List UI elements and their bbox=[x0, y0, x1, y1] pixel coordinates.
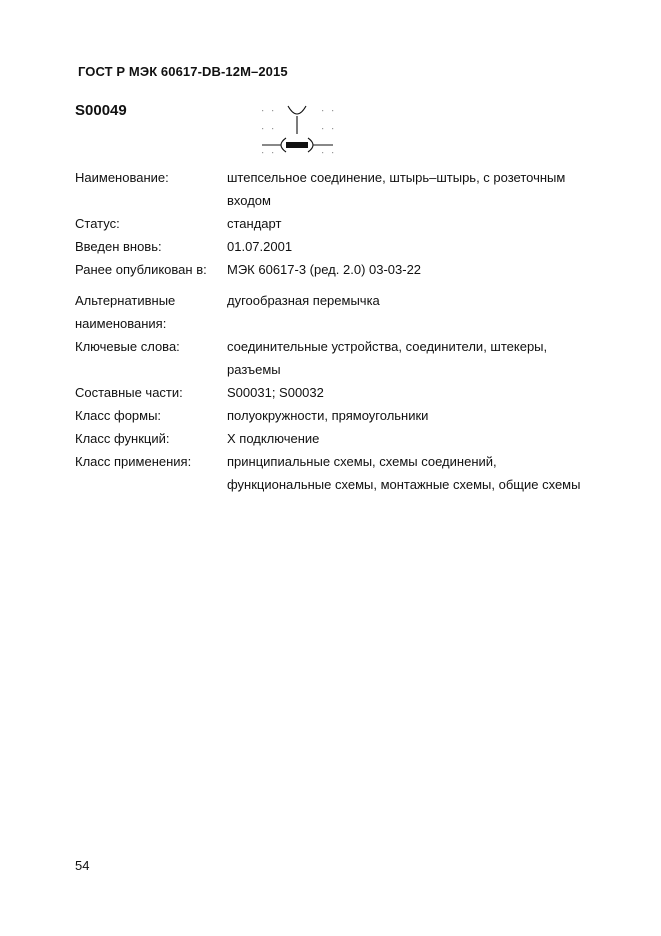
field-value: полуокружности, прямоугольники bbox=[227, 408, 429, 423]
field-label: Альтернативные наименования: bbox=[75, 293, 176, 331]
plug-pin-pin-socket-connector-icon bbox=[256, 104, 338, 162]
field-label: Наименование: bbox=[75, 170, 169, 185]
field-value: соединительные устройства, соединители, штекеры, разъемы bbox=[227, 339, 548, 377]
field-label: Статус: bbox=[75, 216, 120, 231]
field-value: принципиальные схемы, схемы соединений, функциональные схемы, монтажные схемы, общие схемы bbox=[227, 454, 581, 492]
field-label: Ключевые слова: bbox=[75, 339, 180, 354]
field-label: Класс функций: bbox=[75, 431, 170, 446]
field-value: S00031; S00032 bbox=[227, 385, 324, 400]
field-row-name bbox=[75, 166, 595, 212]
field-label: Класс формы: bbox=[75, 408, 162, 423]
field-row-keywords bbox=[75, 335, 595, 381]
symbol-code: S00049 bbox=[75, 102, 127, 119]
field-label: Введен вновь: bbox=[75, 239, 162, 254]
field-row-components bbox=[75, 381, 595, 404]
field-value: стандарт bbox=[227, 216, 282, 231]
field-row-application-class bbox=[75, 450, 595, 496]
field-value: дугообразная перемычка bbox=[227, 293, 380, 308]
page-number: 54 bbox=[75, 858, 90, 873]
field-row-status bbox=[75, 212, 595, 235]
field-value: МЭК 60617-3 (ред. 2.0) 03-03-22 bbox=[227, 262, 422, 277]
field-label: Ранее опубликован в: bbox=[75, 262, 207, 277]
field-label: Составные части: bbox=[75, 385, 183, 400]
attribute-table bbox=[75, 166, 595, 496]
field-row-shape-class bbox=[75, 404, 595, 427]
field-value: 01.07.2001 bbox=[227, 239, 293, 254]
field-row-function-class bbox=[75, 427, 595, 450]
field-row-introduced bbox=[75, 235, 595, 258]
field-value: штепсельное соединение, штырь–штырь, с розеточным входом bbox=[227, 170, 566, 208]
document-header: ГОСТ Р МЭК 60617-DB-12M–2015 bbox=[78, 64, 288, 79]
field-label: Класс применения: bbox=[75, 454, 192, 469]
field-row-previously-published bbox=[75, 258, 595, 281]
field-value: X подключение bbox=[227, 431, 320, 446]
field-row-alternative-names bbox=[75, 289, 595, 335]
